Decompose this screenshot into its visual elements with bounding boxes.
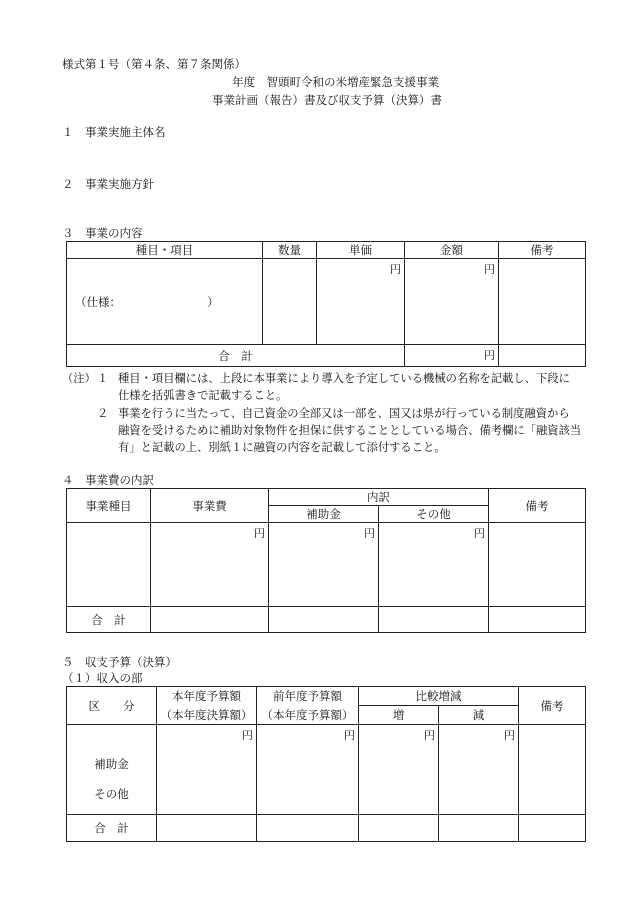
quantity-cell[interactable] — [263, 259, 317, 345]
increase-cell[interactable] — [359, 725, 439, 815]
yen-unit: 円 — [344, 729, 355, 742]
section-3-title: ３ 事業の内容 — [62, 226, 143, 240]
row-other-label: その他 — [94, 786, 129, 801]
notes-prefix: （注） — [62, 372, 96, 385]
total-subsidy-cell[interactable] — [269, 607, 379, 633]
section-4-title: ４ 事業費の内訳 — [62, 473, 154, 487]
form-number: 様式第１号（第４条、第７条関係） — [62, 57, 246, 71]
this-year-cell[interactable] — [157, 725, 257, 815]
header-prev-year-sub: （本年度予算額） — [257, 706, 359, 725]
decrease-cell[interactable] — [439, 725, 519, 815]
note-1-line2: 仕様を括弧書きで記載すること。 — [118, 389, 288, 402]
total-remarks-cell[interactable] — [519, 815, 586, 842]
total-remarks-cell[interactable] — [499, 345, 586, 367]
total-this-year-cell[interactable] — [157, 815, 257, 842]
remarks-cell[interactable] — [489, 523, 586, 607]
total-label: 合 計 — [67, 815, 157, 842]
header-this-year-sub: （本年度決算額） — [157, 706, 257, 725]
total-label: 合 計 — [67, 607, 151, 633]
header-amount: 金額 — [405, 242, 499, 259]
header-item: 種目・項目 — [67, 242, 263, 259]
total-remarks-cell[interactable] — [489, 607, 586, 633]
item-cell[interactable] — [67, 259, 263, 345]
section-1-title: １ 事業実施主体名 — [62, 125, 166, 139]
header-other: その他 — [379, 506, 489, 523]
income-table — [66, 686, 586, 842]
header-breakdown: 内訳 — [269, 489, 489, 506]
note-1-number: １ — [97, 372, 109, 385]
yen-unit: 円 — [364, 527, 375, 540]
category-cell — [67, 725, 157, 815]
amount-cell[interactable] — [405, 259, 499, 345]
note-1-line1: 種目・項目欄には、上段に本事業により導入を予定している機械の名称を記載し、下段に — [118, 372, 570, 385]
spec-text: （仕様： ） — [75, 294, 219, 309]
remarks-cell[interactable] — [499, 259, 586, 345]
total-prev-year-cell[interactable] — [257, 815, 359, 842]
section-5-title: ５ 収支予算（決算） — [62, 655, 177, 669]
yen-unit: 円 — [484, 349, 495, 362]
total-cost-cell[interactable] — [151, 607, 269, 633]
note-2-line2: 融資を受けるために補助対象物件を担保に供することとしている場合、備考欄に「融資該当 — [118, 424, 582, 437]
yen-unit: 円 — [484, 263, 495, 276]
header-remarks: 備考 — [489, 489, 586, 523]
header-this-year: 本年度予算額 — [157, 687, 257, 706]
type-cell[interactable] — [67, 523, 151, 607]
header-category: 区 分 — [67, 687, 157, 725]
header-remarks: 備考 — [499, 242, 586, 259]
remarks-cell[interactable] — [519, 725, 586, 815]
subsidy-cell[interactable] — [269, 523, 379, 607]
yen-unit: 円 — [242, 729, 253, 742]
note-2-line3: 有」と記載の上、別紙１に融資の内容を記載して添付すること。 — [118, 441, 446, 454]
header-subsidy: 補助金 — [269, 506, 379, 523]
document-title-line1: 年度 智頭町令和の米増産緊急支援事業 — [232, 75, 439, 89]
cost-cell[interactable] — [151, 523, 269, 607]
total-other-cell[interactable] — [379, 607, 489, 633]
yen-unit: 円 — [390, 263, 401, 276]
header-unit-price: 単価 — [317, 242, 405, 259]
note-2-number: ２ — [97, 407, 109, 420]
prev-year-cell[interactable] — [257, 725, 359, 815]
yen-unit: 円 — [424, 729, 435, 742]
other-cell[interactable] — [379, 523, 489, 607]
document-title-line2: 事業計画（報告）書及び収支予算（決算）書 — [212, 93, 442, 107]
total-amount-cell[interactable] — [405, 345, 499, 367]
header-prev-year: 前年度予算額 — [257, 687, 359, 706]
header-increase: 増 — [359, 706, 439, 725]
total-label: 合 計 — [67, 345, 405, 367]
section-2-title: ２ 事業実施方針 — [62, 177, 154, 191]
total-decrease-cell[interactable] — [439, 815, 519, 842]
cost-breakdown-table — [66, 488, 586, 633]
total-increase-cell[interactable] — [359, 815, 439, 842]
header-decrease: 減 — [439, 706, 519, 725]
yen-unit: 円 — [474, 527, 485, 540]
header-cost: 事業費 — [151, 489, 269, 523]
header-quantity: 数量 — [263, 242, 317, 259]
yen-unit: 円 — [504, 729, 515, 742]
header-compare: 比較増減 — [359, 687, 519, 706]
income-subtitle: （１）収入の部 — [62, 671, 143, 685]
row-subsidy-label: 補助金 — [94, 756, 129, 771]
unit-price-cell[interactable] — [317, 259, 405, 345]
note-2-line1: 事業を行うに当たって、自己資金の全部又は一部を、国又は県が行っている制度融資から — [118, 407, 570, 420]
content-table — [66, 241, 586, 367]
header-type: 事業種目 — [67, 489, 151, 523]
yen-unit: 円 — [254, 527, 265, 540]
header-remarks: 備考 — [519, 687, 586, 725]
